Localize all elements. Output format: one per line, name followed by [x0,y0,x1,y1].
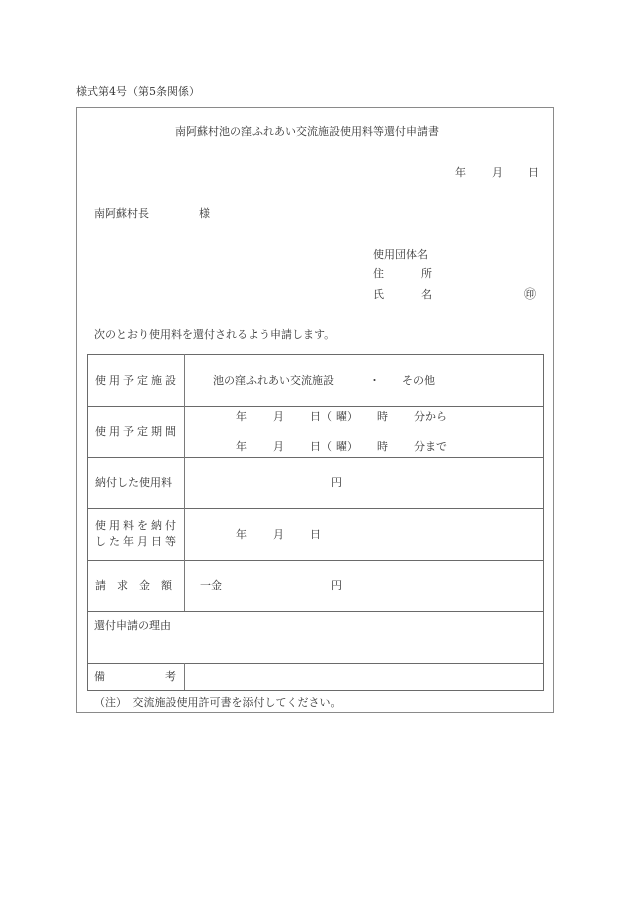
facility-option-main[interactable]: 池の窪ふれあい交流施設 [213,374,334,387]
row-divider [87,560,544,561]
name-label-1: 氏 [373,288,384,301]
claim-amount-prefix: 一金 [200,579,222,592]
footnote: （注） 交流施設使用許可書を添付してください。 [94,696,342,709]
period-from-month: 月 [273,410,284,423]
row-divider [87,611,544,612]
paid-date-label-line2: した年月日等 [95,535,179,548]
remarks-label-2: 考 [165,670,176,683]
paid-date-day: 日 [310,528,321,541]
paid-date-month: 月 [273,528,284,541]
addressee-name: 南阿蘇村長 [94,207,149,220]
column-divider [184,354,185,611]
period-from-day: 日（ [310,410,332,423]
period-label: 使用予定期間 [95,425,179,438]
period-to-month: 月 [273,440,284,453]
claim-amount-label: 請 求 金 額 [95,579,172,592]
row-divider [87,663,544,664]
paid-fee-unit: 円 [331,476,342,489]
remarks-label-1: 備 [94,670,105,683]
paid-fee-label: 納付した使用料 [95,476,172,489]
date-day: 日 [528,166,539,179]
facility-option-other[interactable]: その他 [402,374,435,387]
row-divider [87,457,544,458]
period-to-minute: 分まで [414,440,447,453]
facility-label: 使用予定施設 [95,374,179,387]
period-to-day: 日（ [310,440,332,453]
period-from-hour: 時 [377,410,388,423]
form-title: 南阿蘇村池の窪ふれあい交流施設使用料等還付申請書 [175,125,439,138]
period-to-dow: 曜） [336,440,358,453]
period-from-year: 年 [236,410,247,423]
address-label-2: 所 [421,267,432,280]
period-to-hour: 時 [377,440,388,453]
paid-date-label-line1: 使用料を納付 [95,519,179,532]
column-divider [184,663,185,690]
period-from-dow: 曜） [336,410,358,423]
intro-text: 次のとおり使用料を還付されるよう申請します。 [94,328,336,341]
date-year: 年 [455,166,466,179]
date-month: 月 [492,166,503,179]
seal-icon: ㊞ [524,287,537,301]
period-to-year: 年 [236,440,247,453]
facility-separator: ・ [369,374,380,387]
name-label-2: 名 [421,288,432,301]
addressee-honorific: 様 [199,207,210,220]
group-name-label: 使用団体名 [373,248,428,261]
row-divider [87,508,544,509]
paid-date-year: 年 [236,528,247,541]
period-from-minute: 分から [414,410,447,423]
claim-amount-unit: 円 [331,579,342,592]
form-number: 様式第4号（第5条関係） [76,85,200,98]
refund-reason-label: 還付申請の理由 [94,619,171,632]
row-divider [87,406,544,407]
address-label-1: 住 [373,267,384,280]
